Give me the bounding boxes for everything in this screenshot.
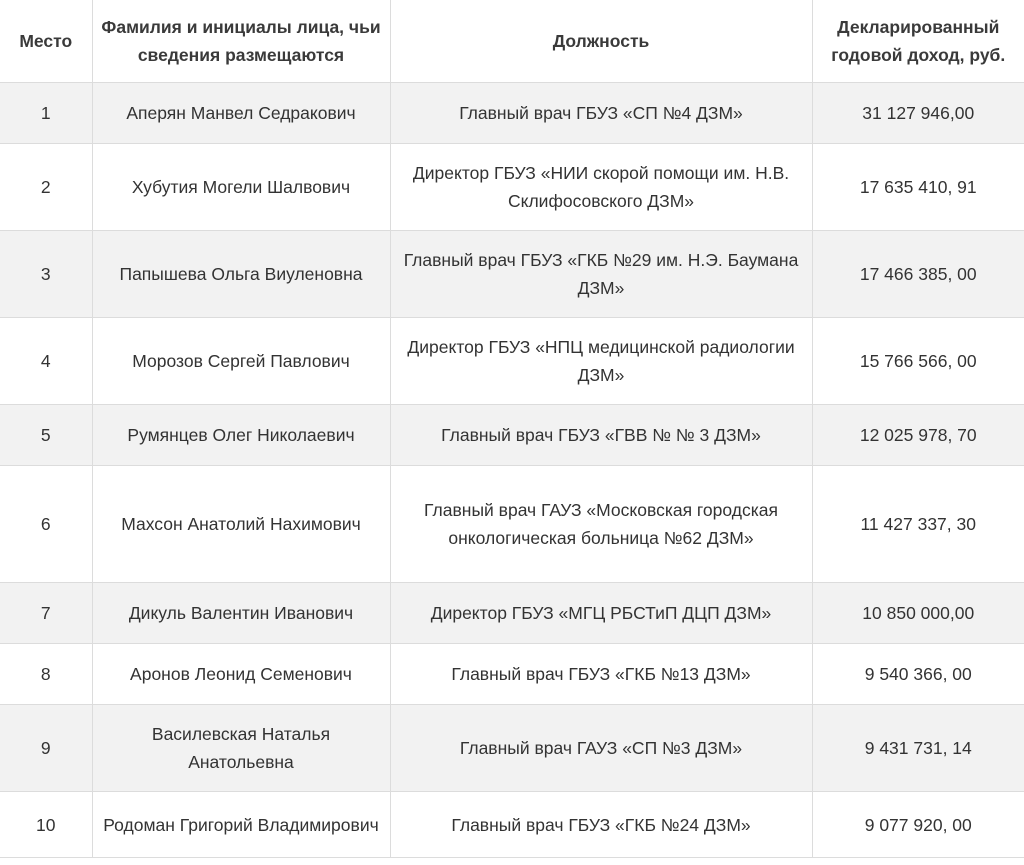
cell-name: Аронов Леонид Семенович	[92, 644, 390, 705]
cell-place: 2	[0, 144, 92, 231]
header-position: Должность	[390, 0, 812, 83]
cell-place: 6	[0, 466, 92, 583]
cell-place: 1	[0, 83, 92, 144]
cell-place: 4	[0, 318, 92, 405]
cell-income: 17 635 410, 91	[812, 144, 1024, 231]
cell-place: 9	[0, 705, 92, 792]
cell-income: 9 431 731, 14	[812, 705, 1024, 792]
cell-name: Родоман Григорий Владимирович	[92, 792, 390, 858]
table-row	[0, 144, 1024, 231]
cell-position: Главный врач ГБУЗ «ГКБ №13 ДЗМ»	[390, 644, 812, 705]
cell-income: 12 025 978, 70	[812, 405, 1024, 466]
table-row	[0, 405, 1024, 466]
table-row	[0, 318, 1024, 405]
cell-name: Дикуль Валентин Иванович	[92, 583, 390, 644]
cell-place: 3	[0, 231, 92, 318]
cell-position: Главный врач ГБУЗ «СП №4 ДЗМ»	[390, 83, 812, 144]
header-row	[0, 0, 1024, 83]
cell-place: 5	[0, 405, 92, 466]
cell-income: 15 766 566, 00	[812, 318, 1024, 405]
header-place: Место	[0, 0, 92, 83]
cell-place: 10	[0, 792, 92, 858]
table-row	[0, 583, 1024, 644]
cell-place: 8	[0, 644, 92, 705]
table-row	[0, 466, 1024, 583]
cell-position: Главный врач ГАУЗ «СП №3 ДЗМ»	[390, 705, 812, 792]
header-name: Фамилия и инициалы лица, чьи сведения размещаются	[92, 0, 390, 83]
cell-name: Папышева Ольга Виуленовна	[92, 231, 390, 318]
cell-income: 9 077 920, 00	[812, 792, 1024, 858]
header-income: Декларированный годовой доход, руб.	[812, 0, 1024, 83]
table-row	[0, 792, 1024, 858]
cell-income: 17 466 385, 00	[812, 231, 1024, 318]
table-row	[0, 83, 1024, 144]
cell-name: Аперян Манвел Седракович	[92, 83, 390, 144]
cell-name: Румянцев Олег Николаевич	[92, 405, 390, 466]
cell-place: 7	[0, 583, 92, 644]
cell-position: Главный врач ГБУЗ «ГКБ №29 им. Н.Э. Баумана ДЗМ»	[390, 231, 812, 318]
cell-position: Главный врач ГБУЗ «ГВВ № № 3 ДЗМ»	[390, 405, 812, 466]
cell-name: Хубутия Могели Шалвович	[92, 144, 390, 231]
cell-name: Морозов Сергей Павлович	[92, 318, 390, 405]
table-row	[0, 705, 1024, 792]
table-row	[0, 231, 1024, 318]
cell-name: Махсон Анатолий Нахимович	[92, 466, 390, 583]
cell-income: 31 127 946,00	[812, 83, 1024, 144]
table-header	[0, 0, 1024, 83]
cell-position: Главный врач ГАУЗ «Московская городская онкологическая больница №62 ДЗМ»	[390, 466, 812, 583]
cell-position: Главный врач ГБУЗ «ГКБ №24 ДЗМ»	[390, 792, 812, 858]
cell-income: 9 540 366, 00	[812, 644, 1024, 705]
cell-position: Директор ГБУЗ «НПЦ медицинской радиологии ДЗМ»	[390, 318, 812, 405]
cell-name: Василевская Наталья Анатольевна	[92, 705, 390, 792]
table-body	[0, 83, 1024, 858]
cell-position: Директор ГБУЗ «МГЦ РБСТиП ДЦП ДЗМ»	[390, 583, 812, 644]
table-row	[0, 644, 1024, 705]
cell-income: 11 427 337, 30	[812, 466, 1024, 583]
cell-position: Директор ГБУЗ «НИИ скорой помощи им. Н.В. Склифосовского ДЗМ»	[390, 144, 812, 231]
cell-income: 10 850 000,00	[812, 583, 1024, 644]
